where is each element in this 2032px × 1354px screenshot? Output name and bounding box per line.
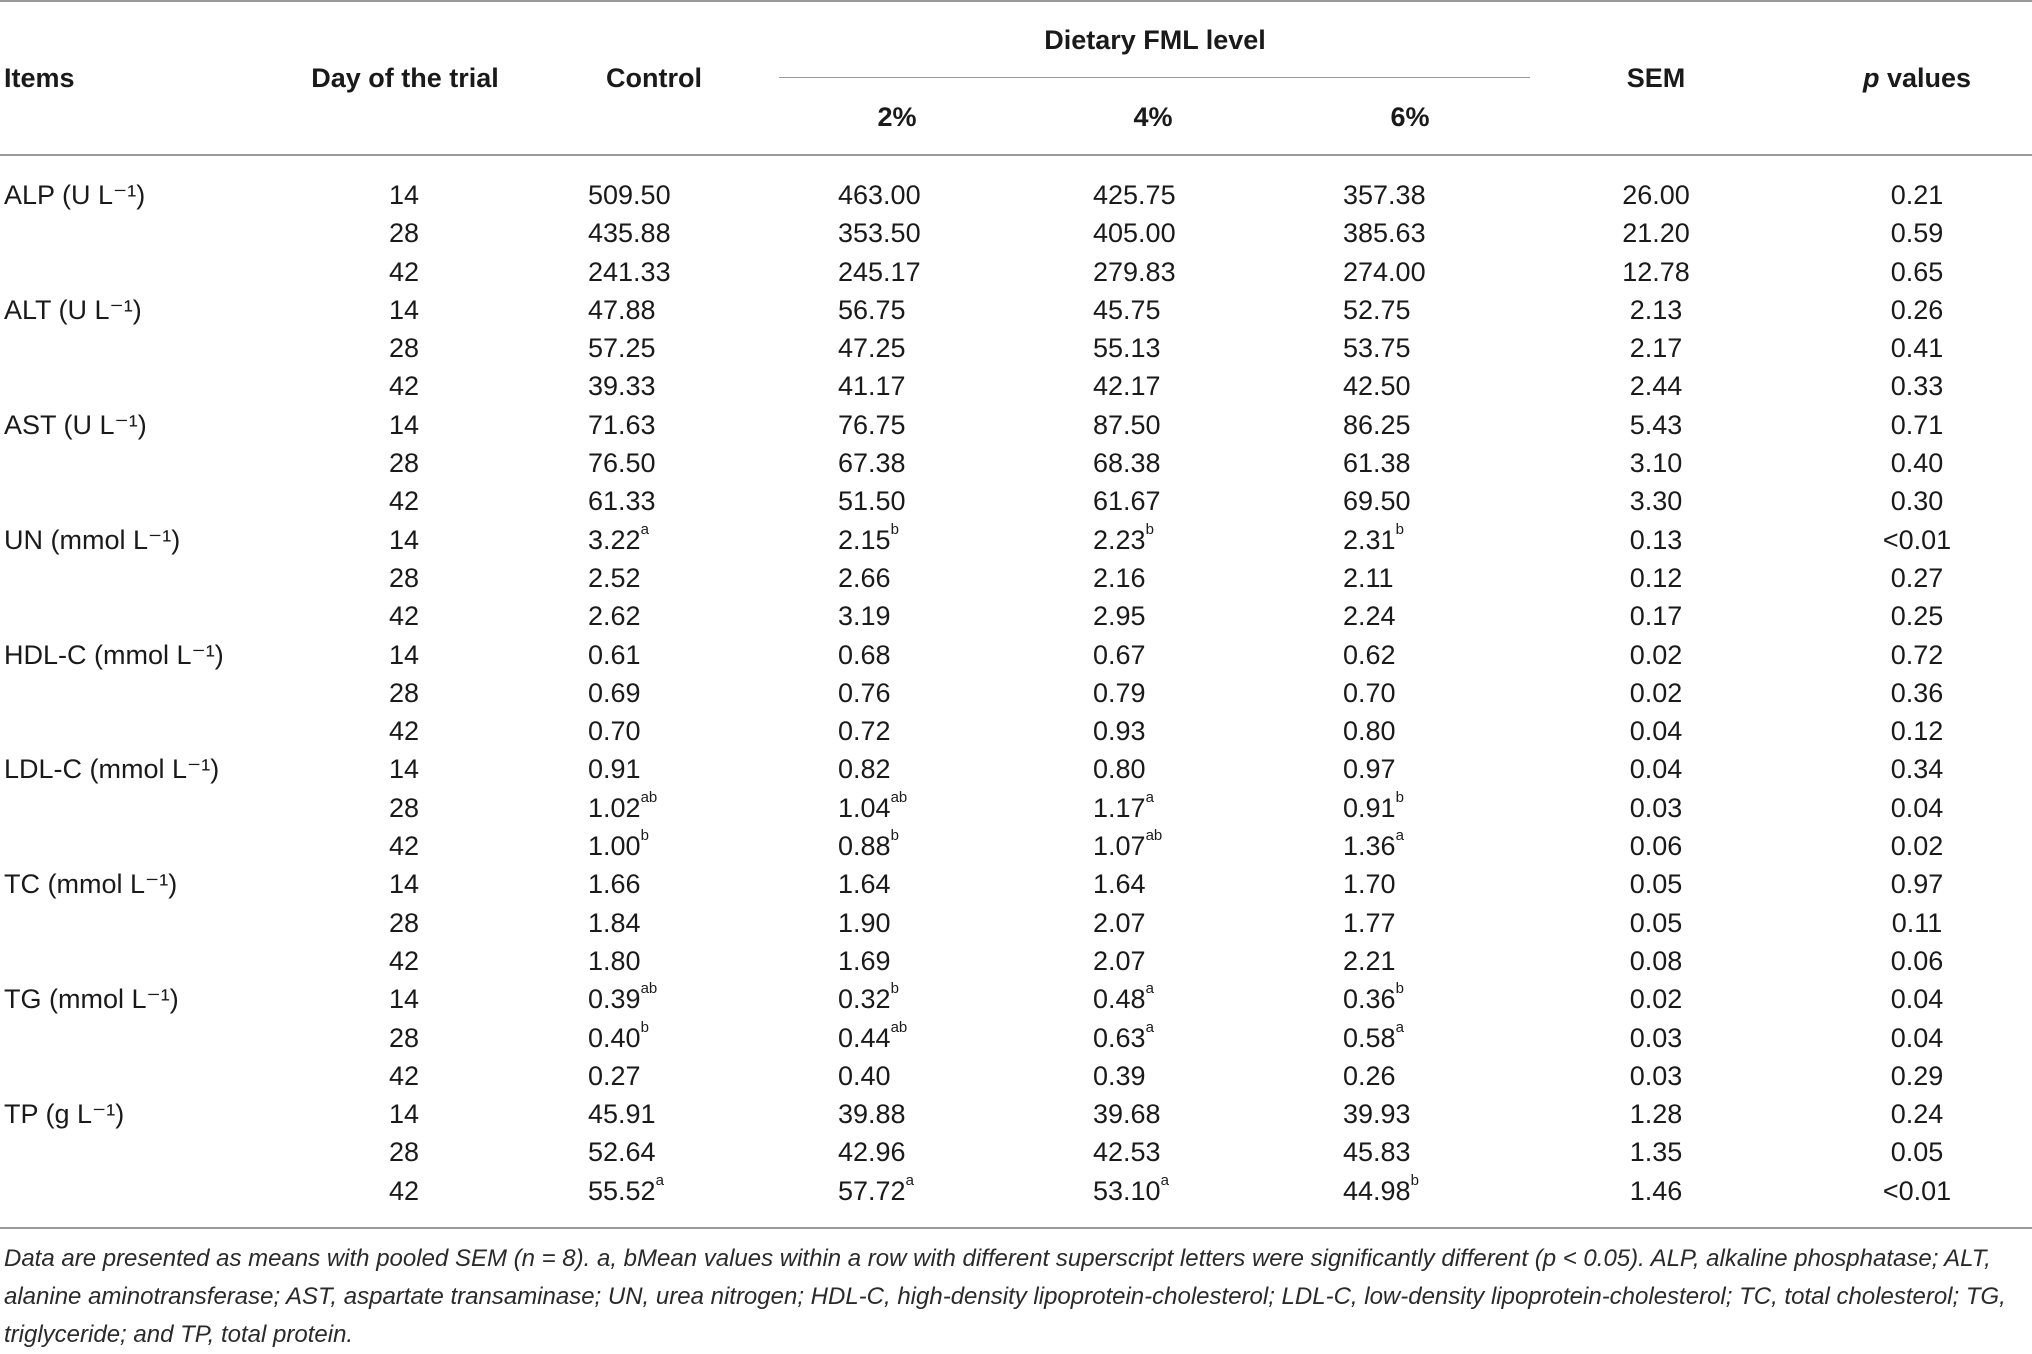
sem-cell: 0.08 <box>1629 945 1683 976</box>
p-value-cell: 0.59 <box>1890 218 1944 249</box>
level-2pct-cell: 0.44$^{ab}$ <box>838 1018 908 1053</box>
day-cell: 42 <box>388 1175 420 1206</box>
level-4pct-cell: 2.07 <box>1093 907 1146 938</box>
level-6pct-cell: 0.80 <box>1343 716 1396 747</box>
day-cell: 14 <box>388 409 420 440</box>
level-6pct-cell: 42.50 <box>1343 371 1411 402</box>
level-6pct-cell: 2.11 <box>1343 562 1394 593</box>
table-row <box>0 406 2032 444</box>
significance-superscript: b <box>890 980 899 998</box>
day-cell: 42 <box>388 256 420 287</box>
day-cell: 42 <box>388 716 420 747</box>
table-row <box>0 942 2032 980</box>
p-value-cell: 0.04 <box>1890 1022 1944 1053</box>
sem-cell: 0.03 <box>1629 792 1683 823</box>
table-footnote: Data are presented as means with pooled SEM (n = 8). a, bMean values within a row with different superscript letters were significantly different (p < 0.05). ALP, alkaline phosphatase; ALT, alanine aminotransferase; AST, aspartate transaminase; UN, urea nitrogen; HDL-C, high-density lipoprotein-cholesterol; LDL-C, low-density lipoprotein-cholesterol; TC, total cholesterol; TG, triglyceride; and TP, total protein. <box>4 1245 2006 1348</box>
control-cell: 1.02$^{ab}$ <box>588 788 658 823</box>
table-row <box>0 559 2032 597</box>
level-4pct-cell: 0.48$^a$ <box>1093 980 1154 1015</box>
table-row <box>0 1133 2032 1171</box>
sem-cell: 0.13 <box>1629 524 1683 555</box>
item-cell: ALP (U L⁻¹) <box>4 180 146 210</box>
level-6pct-cell: 357.38 <box>1343 180 1426 210</box>
level-6pct-cell: 69.50 <box>1343 486 1411 517</box>
control-cell: 0.69 <box>588 677 641 708</box>
level-6pct-cell: 2.31$^b$ <box>1343 520 1404 555</box>
significance-superscript: ab <box>1145 827 1163 845</box>
significance-superscript: a <box>1395 827 1404 845</box>
day-cell: 28 <box>388 562 420 593</box>
level-4pct-cell: 39.68 <box>1093 1099 1161 1130</box>
control-cell: 509.50 <box>588 180 671 210</box>
sem-cell: 0.06 <box>1629 831 1683 862</box>
level-6pct-cell: 86.25 <box>1343 409 1411 440</box>
table-row <box>0 750 2032 788</box>
table-row <box>0 904 2032 942</box>
table-row <box>0 674 2032 712</box>
p-value-cell: 0.24 <box>1890 1099 1944 1130</box>
level-2pct-cell: 353.50 <box>838 218 921 249</box>
significance-superscript: a <box>640 520 649 538</box>
day-cell: 42 <box>388 371 420 402</box>
p-value-cell: 0.41 <box>1890 333 1944 364</box>
level-6pct-cell: 274.00 <box>1343 256 1426 287</box>
sem-cell: 0.05 <box>1629 869 1683 900</box>
level-6pct-cell: 0.91$^b$ <box>1343 788 1404 823</box>
control-cell: 1.66 <box>588 869 641 900</box>
level-6pct-cell: 44.98$^b$ <box>1343 1171 1419 1206</box>
p-value-cell: 0.72 <box>1890 639 1944 670</box>
table-row <box>0 712 2032 750</box>
table-row <box>0 980 2032 1018</box>
item-cell: UN (mmol L⁻¹) <box>4 524 181 555</box>
control-cell: 3.22$^a$ <box>588 520 649 555</box>
p-value-cell: 0.21 <box>1890 180 1944 210</box>
control-cell: 435.88 <box>588 218 671 249</box>
day-cell: 28 <box>388 218 420 249</box>
p-value-cell: 0.27 <box>1890 562 1944 593</box>
level-6pct-cell: 0.62 <box>1343 639 1396 670</box>
level-4pct-cell: 0.63$^a$ <box>1093 1018 1154 1053</box>
level-6pct-cell: 0.58$^a$ <box>1343 1018 1404 1053</box>
control-cell: 1.80 <box>588 945 641 976</box>
p-value-cell: 0.34 <box>1890 754 1944 785</box>
significance-superscript: a <box>1145 980 1154 998</box>
level-4pct-cell: 405.00 <box>1093 218 1176 249</box>
control-cell: 1.00$^b$ <box>588 827 649 862</box>
table-row <box>0 329 2032 367</box>
level-6pct-cell: 385.63 <box>1343 218 1426 249</box>
level-6pct-cell: 0.97 <box>1343 754 1396 785</box>
header-items: Items <box>4 63 75 93</box>
p-value-cell: 0.71 <box>1890 409 1944 440</box>
sem-cell: 0.02 <box>1629 639 1683 670</box>
p-value-cell: <0.01 <box>1882 1175 1952 1206</box>
day-cell: 14 <box>388 524 420 555</box>
p-value-cell: 0.97 <box>1890 869 1944 900</box>
sem-cell: 0.02 <box>1629 677 1683 708</box>
p-value-cell: 0.33 <box>1890 371 1944 402</box>
day-cell: 28 <box>388 677 420 708</box>
control-cell: 0.91 <box>588 754 641 785</box>
control-cell: 2.52 <box>588 562 641 593</box>
p-value-cell: 0.04 <box>1890 792 1944 823</box>
level-6pct-cell: 2.24 <box>1343 601 1396 632</box>
level-6pct-cell: 0.36$^b$ <box>1343 980 1404 1015</box>
sem-cell: 1.35 <box>1629 1137 1683 1168</box>
sem-cell: 3.10 <box>1629 448 1683 479</box>
level-4pct-cell: 0.67 <box>1093 639 1146 670</box>
control-cell: 0.40$^b$ <box>588 1018 649 1053</box>
level-4pct-cell: 0.39 <box>1093 1060 1146 1091</box>
level-2pct-cell: 0.88$^b$ <box>838 827 899 862</box>
p-value-cell: 0.26 <box>1890 294 1944 325</box>
header-day-of-trial: Day of the trial <box>311 63 499 93</box>
day-cell: 42 <box>388 486 420 517</box>
control-cell: 0.27 <box>588 1060 641 1091</box>
control-cell: 76.50 <box>588 448 656 479</box>
level-4pct-cell: 68.38 <box>1093 448 1161 479</box>
significance-superscript: b <box>1395 980 1404 998</box>
table-row <box>0 1172 2032 1210</box>
day-cell: 42 <box>388 601 420 632</box>
table-row <box>0 521 2032 559</box>
item-cell: AST (U L⁻¹) <box>4 409 147 440</box>
item-cell: HDL-C (mmol L⁻¹) <box>4 639 224 670</box>
control-cell: 0.39$^{ab}$ <box>588 980 658 1015</box>
level-2pct-cell: 0.32$^b$ <box>838 980 899 1015</box>
significance-superscript: b <box>1145 520 1154 538</box>
level-2pct-cell: 1.64 <box>838 869 891 900</box>
significance-superscript: ab <box>890 788 908 806</box>
control-cell: 241.33 <box>588 256 671 287</box>
sem-cell: 0.03 <box>1629 1060 1683 1091</box>
level-2pct-cell: 1.69 <box>838 945 891 976</box>
control-cell: 61.33 <box>588 486 656 517</box>
level-6pct-cell: 53.75 <box>1343 333 1411 364</box>
level-4pct-cell: 87.50 <box>1093 409 1161 440</box>
p-value-cell: 0.40 <box>1890 448 1944 479</box>
significance-superscript: b <box>1395 520 1404 538</box>
control-cell: 52.64 <box>588 1137 656 1168</box>
p-value-cell: 0.65 <box>1890 256 1944 287</box>
sem-cell: 2.44 <box>1629 371 1683 402</box>
level-2pct-cell: 2.15$^b$ <box>838 520 899 555</box>
level-6pct-cell: 0.26 <box>1343 1060 1396 1091</box>
table-row <box>0 253 2032 291</box>
level-2pct-cell: 2.66 <box>838 562 891 593</box>
table-row <box>0 865 2032 903</box>
level-2pct-cell: 57.72$^a$ <box>838 1171 914 1206</box>
sem-cell: 5.43 <box>1629 409 1683 440</box>
day-cell: 42 <box>388 1060 420 1091</box>
p-value-cell: 0.11 <box>1891 907 1943 938</box>
sem-cell: 0.04 <box>1629 754 1683 785</box>
control-cell: 0.61 <box>588 639 641 670</box>
day-cell: 14 <box>388 1099 420 1130</box>
level-2pct-cell: 39.88 <box>838 1099 906 1130</box>
header-spanner-rule <box>779 77 1530 78</box>
table-row <box>0 1095 2032 1133</box>
level-4pct-cell: 425.75 <box>1093 180 1176 210</box>
level-4pct-cell: 0.79 <box>1093 677 1146 708</box>
level-2pct-cell: 1.04$^{ab}$ <box>838 788 908 823</box>
header-p-values: p values <box>1862 63 1972 93</box>
level-6pct-cell: 0.70 <box>1343 677 1396 708</box>
header-level-2pct: 2% <box>877 102 917 132</box>
table-top-rule <box>0 0 2032 2</box>
level-6pct-cell: 39.93 <box>1343 1099 1411 1130</box>
sem-cell: 12.78 <box>1622 256 1690 287</box>
level-6pct-cell: 61.38 <box>1343 448 1411 479</box>
level-4pct-cell: 2.07 <box>1093 945 1146 976</box>
table-row <box>0 214 2032 252</box>
significance-superscript: a <box>1160 1171 1169 1189</box>
header-dietary-fml-level: Dietary FML level <box>1044 25 1266 55</box>
level-6pct-cell: 1.77 <box>1343 907 1396 938</box>
control-cell: 71.63 <box>588 409 656 440</box>
significance-superscript: a <box>1145 1018 1154 1036</box>
significance-superscript: a <box>1395 1018 1404 1036</box>
p-value-cell: 0.30 <box>1890 486 1944 517</box>
table-row <box>0 789 2032 827</box>
sem-cell: 1.46 <box>1629 1175 1683 1206</box>
sem-cell: 2.17 <box>1629 333 1683 364</box>
significance-superscript: b <box>890 520 899 538</box>
table-row <box>0 444 2032 482</box>
sem-cell: 0.04 <box>1629 716 1683 747</box>
control-cell: 57.25 <box>588 333 656 364</box>
control-cell: 47.88 <box>588 294 656 325</box>
p-value-cell: 0.25 <box>1890 601 1944 632</box>
significance-superscript: ab <box>640 980 658 998</box>
day-cell: 14 <box>388 639 420 670</box>
item-cell: LDL-C (mmol L⁻¹) <box>4 754 220 785</box>
level-2pct-cell: 0.82 <box>838 754 891 785</box>
significance-superscript: b <box>640 827 649 845</box>
table-row <box>0 1057 2032 1095</box>
p-value-cell: 0.05 <box>1890 1137 1944 1168</box>
table-row <box>0 367 2032 405</box>
day-cell: 14 <box>388 869 420 900</box>
level-4pct-cell: 55.13 <box>1093 333 1161 364</box>
day-cell: 28 <box>388 448 420 479</box>
level-4pct-cell: 42.53 <box>1093 1137 1161 1168</box>
table-row <box>0 827 2032 865</box>
level-2pct-cell: 0.68 <box>838 639 891 670</box>
item-cell: TP (g L⁻¹) <box>4 1099 125 1130</box>
level-6pct-cell: 1.36$^a$ <box>1343 827 1404 862</box>
control-cell: 45.91 <box>588 1099 656 1130</box>
sem-cell: 3.30 <box>1629 486 1683 517</box>
level-6pct-cell: 52.75 <box>1343 294 1411 325</box>
significance-superscript: ab <box>890 1018 908 1036</box>
sem-cell: 21.20 <box>1622 218 1690 249</box>
p-value-cell: 0.06 <box>1890 945 1944 976</box>
level-2pct-cell: 3.19 <box>838 601 891 632</box>
day-cell: 14 <box>388 180 420 210</box>
control-cell: 0.70 <box>588 716 641 747</box>
level-2pct-cell: 1.90 <box>838 907 891 938</box>
sem-cell: 26.00 <box>1622 180 1690 210</box>
day-cell: 42 <box>388 831 420 862</box>
p-value-cell: 0.36 <box>1890 677 1944 708</box>
header-level-6pct: 6% <box>1390 102 1430 132</box>
level-2pct-cell: 0.40 <box>838 1060 891 1091</box>
level-4pct-cell: 45.75 <box>1093 294 1161 325</box>
level-2pct-cell: 76.75 <box>838 409 906 440</box>
level-6pct-cell: 45.83 <box>1343 1137 1411 1168</box>
item-cell: TG (mmol L⁻¹) <box>4 984 179 1015</box>
table-row <box>0 1019 2032 1057</box>
level-4pct-cell: 61.67 <box>1093 486 1161 517</box>
table-row <box>0 636 2032 674</box>
header-sem: SEM <box>1626 63 1686 93</box>
significance-superscript: b <box>640 1018 649 1036</box>
level-4pct-cell: 42.17 <box>1093 371 1161 402</box>
table-row <box>0 597 2032 635</box>
level-4pct-cell: 1.07$^{ab}$ <box>1093 827 1163 862</box>
header-level-4pct: 4% <box>1133 102 1173 132</box>
sem-cell: 1.28 <box>1629 1099 1683 1130</box>
level-2pct-cell: 51.50 <box>838 486 906 517</box>
level-2pct-cell: 0.76 <box>838 677 891 708</box>
day-cell: 42 <box>388 945 420 976</box>
significance-superscript: b <box>1410 1171 1419 1189</box>
p-value-cell: <0.01 <box>1882 524 1952 555</box>
level-2pct-cell: 245.17 <box>838 256 921 287</box>
table-body <box>0 176 2032 1210</box>
level-4pct-cell: 2.95 <box>1093 601 1146 632</box>
day-cell: 28 <box>388 907 420 938</box>
level-2pct-cell: 47.25 <box>838 333 906 364</box>
significance-superscript: a <box>905 1171 914 1189</box>
day-cell: 14 <box>388 294 420 325</box>
level-4pct-cell: 1.17$^a$ <box>1093 788 1154 823</box>
level-2pct-cell: 56.75 <box>838 294 906 325</box>
sem-cell: 0.02 <box>1629 984 1683 1015</box>
day-cell: 28 <box>388 1022 420 1053</box>
significance-superscript: a <box>1145 788 1154 806</box>
table-row <box>0 291 2032 329</box>
table-row <box>0 176 2032 214</box>
level-4pct-cell: 0.93 <box>1093 716 1146 747</box>
day-cell: 14 <box>388 754 420 785</box>
significance-superscript: ab <box>640 788 658 806</box>
significance-superscript: a <box>655 1171 664 1189</box>
level-2pct-cell: 463.00 <box>838 180 921 210</box>
level-2pct-cell: 41.17 <box>838 371 906 402</box>
day-cell: 28 <box>388 1137 420 1168</box>
level-4pct-cell: 2.16 <box>1093 562 1146 593</box>
level-4pct-cell: 1.64 <box>1093 869 1146 900</box>
level-4pct-cell: 0.80 <box>1093 754 1146 785</box>
level-4pct-cell: 53.10$^a$ <box>1093 1171 1169 1206</box>
sem-cell: 0.12 <box>1629 562 1683 593</box>
day-cell: 28 <box>388 792 420 823</box>
item-cell: TC (mmol L⁻¹) <box>4 869 178 900</box>
sem-cell: 0.03 <box>1629 1022 1683 1053</box>
significance-superscript: b <box>890 827 899 845</box>
table-bottom-rule <box>0 1227 2032 1229</box>
control-cell: 55.52$^a$ <box>588 1171 664 1206</box>
p-value-cell: 0.02 <box>1890 831 1944 862</box>
sem-cell: 0.05 <box>1629 907 1683 938</box>
level-2pct-cell: 0.72 <box>838 716 891 747</box>
table-row <box>0 482 2032 520</box>
item-cell: ALT (U L⁻¹) <box>4 294 142 325</box>
sem-cell: 2.13 <box>1629 294 1683 325</box>
table-header-rule <box>0 154 2032 156</box>
p-value-cell: 0.12 <box>1890 716 1944 747</box>
control-cell: 39.33 <box>588 371 656 402</box>
level-6pct-cell: 1.70 <box>1343 869 1396 900</box>
day-cell: 14 <box>388 984 420 1015</box>
level-2pct-cell: 42.96 <box>838 1137 906 1168</box>
control-cell: 2.62 <box>588 601 641 632</box>
header-control: Control <box>606 63 702 93</box>
day-cell: 28 <box>388 333 420 364</box>
p-value-cell: 0.04 <box>1890 984 1944 1015</box>
control-cell: 1.84 <box>588 907 641 938</box>
level-6pct-cell: 2.21 <box>1343 945 1396 976</box>
p-value-cell: 0.29 <box>1890 1060 1944 1091</box>
sem-cell: 0.17 <box>1629 601 1683 632</box>
significance-superscript: b <box>1395 788 1404 806</box>
level-4pct-cell: 2.23$^b$ <box>1093 520 1154 555</box>
level-4pct-cell: 279.83 <box>1093 256 1176 287</box>
level-2pct-cell: 67.38 <box>838 448 906 479</box>
